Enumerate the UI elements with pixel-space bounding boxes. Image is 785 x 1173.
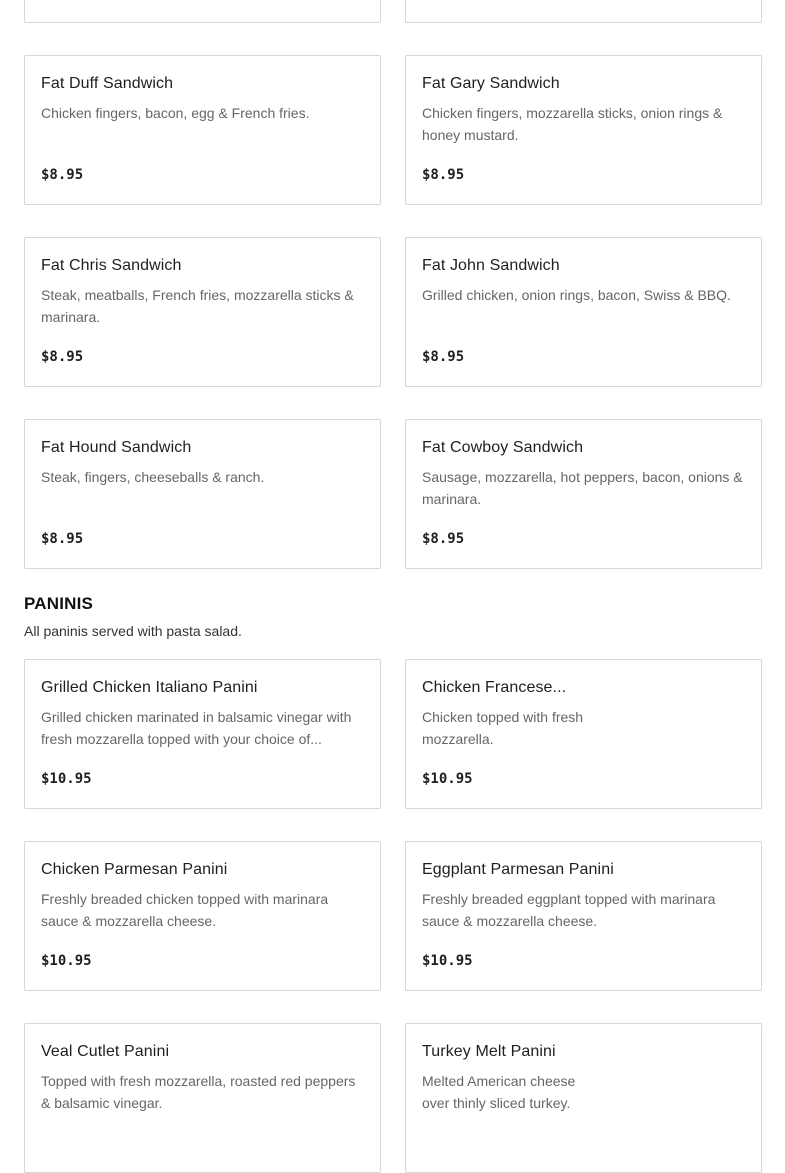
menu-item-description: Chicken fingers, bacon, egg & French fries. — [41, 105, 310, 121]
menu-item-card[interactable] — [405, 841, 762, 991]
menu-item-card[interactable] — [405, 1023, 762, 1173]
menu-item-card[interactable] — [24, 419, 381, 569]
menu-item-card[interactable] — [405, 419, 762, 569]
menu-item-card[interactable] — [405, 0, 762, 23]
menu-item-price: $8.95 — [422, 531, 465, 547]
menu-item-name: Veal Cutlet Panini — [41, 1043, 170, 1060]
menu-item-description: Freshly breaded chicken topped with marinara sauce & mozzarella cheese. — [41, 891, 329, 929]
menu-item-description: Freshly breaded eggplant topped with marinara sauce & mozzarella cheese. — [422, 891, 716, 929]
menu-item-description: Grilled chicken, onion rings, bacon, Swiss & BBQ. — [422, 287, 731, 303]
menu-item-price: $10.95 — [41, 953, 92, 969]
menu-item-price: $10.95 — [422, 953, 473, 969]
menu-item-price: $8.95 — [41, 349, 84, 365]
menu-item-description: Steak, fingers, cheeseballs & ranch. — [41, 469, 265, 485]
section-subtitle: All paninis served with pasta salad. — [24, 623, 242, 639]
menu-item-price: $8.95 — [422, 349, 465, 365]
menu-item-card[interactable] — [24, 0, 381, 23]
menu-item-price: $10.95 — [422, 771, 473, 787]
menu-item-description: Chicken fingers, mozzarella sticks, onion rings & honey mustard. — [422, 105, 723, 143]
menu-item-name: Chicken Parmesan Panini — [41, 861, 228, 878]
menu-item-description: Grilled chicken marinated in balsamic vinegar with fresh mozzarella topped with your choice of... — [41, 709, 352, 747]
menu-item-card[interactable] — [405, 659, 762, 809]
menu-item-name: Fat Duff Sandwich — [41, 75, 174, 92]
menu-item-name: Eggplant Parmesan Panini — [422, 861, 614, 878]
menu-item-name: Chicken Francese... — [422, 679, 567, 696]
menu-item-description: Sausage, mozzarella, hot peppers, bacon, onions & marinara. — [422, 469, 743, 507]
menu-item-description: Topped with fresh mozzarella, roasted red peppers & balsamic vinegar. — [41, 1073, 356, 1111]
menu-item-name: Turkey Melt Panini — [422, 1043, 556, 1060]
menu-item-card[interactable] — [24, 659, 381, 809]
menu-item-description: Melted American cheese over thinly sliced turkey. — [422, 1073, 576, 1111]
menu-item-name: Fat John Sandwich — [422, 257, 560, 274]
menu-item-price: $8.95 — [422, 167, 465, 183]
menu-item-card[interactable] — [24, 55, 381, 205]
menu-item-card[interactable] — [24, 841, 381, 991]
menu-item-name: Fat Gary Sandwich — [422, 75, 560, 92]
menu-item-name: Grilled Chicken Italiano Panini — [41, 679, 258, 696]
menu-item-price: $8.95 — [41, 167, 84, 183]
menu-item-name: Fat Hound Sandwich — [41, 439, 192, 456]
menu-item-price: $8.95 — [41, 531, 84, 547]
menu-item-description: Chicken topped with fresh mozzarella. — [422, 709, 584, 747]
menu-item-name: Fat Cowboy Sandwich — [422, 439, 584, 456]
menu-item-description: Steak, meatballs, French fries, mozzarella sticks & marinara. — [41, 287, 354, 325]
menu-item-name: Fat Chris Sandwich — [41, 257, 182, 274]
menu-item-card[interactable] — [405, 237, 762, 387]
menu-item-card[interactable] — [24, 1023, 381, 1173]
menu-item-card[interactable] — [405, 55, 762, 205]
menu-item-card[interactable] — [24, 237, 381, 387]
menu-item-price: $10.95 — [41, 771, 92, 787]
section-title: PANINIS — [24, 594, 94, 613]
